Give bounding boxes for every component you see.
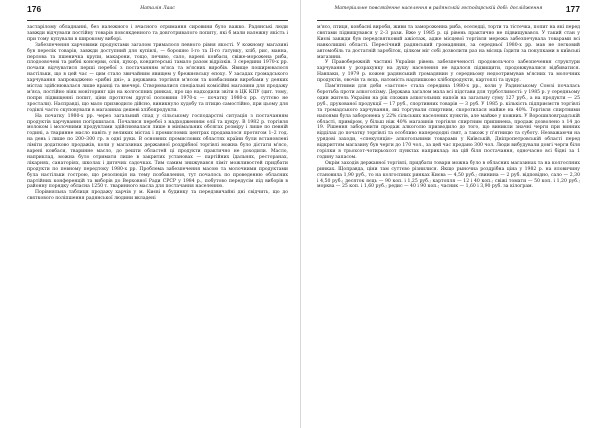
paragraph: Окрім заходів державної торгівлі, придбати товари можна було в обласних магазинах та на колгоспних ринках. Щоправда, ціни там суттєво різнилися. Якщо рыночна роздрібна ціна у 1982 р. на яловичину становила 1,90 руб., то на колгоспних ринках Києва — 4,50 руб.; свинина — 2 руб. відповідно, сало — 2,30 і 4,50 руб.; десяток яєць — 90 коп. і 1,25 руб.; картопля — 12 і 40 коп.; свіжі томати — 50 коп. і 1,20 руб.; морква — 25 коп. і 1,60 руб.; редис — 40 і 90 коп.; часник — 1,60 і 3,90 руб. за кілограм. bbox=[317, 160, 580, 190]
left-page-body bbox=[27, 25, 288, 202]
left-running-head: Наталія Лаас bbox=[140, 6, 175, 11]
right-page-body bbox=[317, 25, 580, 190]
paragraph: У Правобережній частині України рівень забезпеченості продовольчого забезпечення структури харчування у розрахунку на душу населення не вдалося підвищити, продовжувалися відбиватися. Навпаки, у 1979 р. кожен радянський громадянин у середньому недоотримував м'ясних та молочних продуктів, овочів та яєць, натомість надлишково хлібопродукти, картоплі та цукру. bbox=[317, 60, 580, 84]
paragraph: застарілому обладнанні, без належного і вчасного отримання сировини було важко. Радянські люди завжди відчували постійну товарів повсякденного та довготривалого попиту, які б мали належну якість і при тому купували в широкому виборі. bbox=[27, 25, 288, 42]
paragraph: На початку 1980-х рр. через загальний спад у сільському господарстві ситуація з постачанням продуктів харчування погіршилася. Почалися перебої з надходженням олії та цукру. В 1982 р. торгівля молоком і молочними продуктами здійснювалася лише в мінімальних обсягах розміру і лише по певній годині, а тваринне масло навіть у великих містах і промислових центрах продавалося протягом 1–2 год. на день і лише по 200–300 гр. в одні руки. В основних промислових областях країни були встановлені ліміти додатково продажів, коли у магазинах державної роздрібної торгівлі можна було дістати м'ясо, варені ковбаси, тваринне масло, до решти областей ці продукти практично не доходили. Масло, наприклад, можна було отримати лише в закритих установах — партійних їдальнях, ресторанах, лікарнях, санаторіях, школах і дитячих садочках. Тим самим знижувався ліміт можливостей придбати продукти по певному передтоку 1980-х рр. Проблема забезпечення масою та молочними продуктами була настільки гострою, що резолюція на тему позбавлення, тут почалось по проведенню обласних партійних конференцій та виборів до Верховної Ради СРСР у 1984 р., побутово передусім під виборів в районну порядку обласна 1250 т. тваринного масла для постачання населенню. bbox=[27, 113, 288, 190]
left-page-number: 176 bbox=[27, 4, 42, 14]
paragraph: Порівняльна таблиця продажу харчів у м. Києві в будинку та передзвичайні дні свідчить, що до святкового поліпшення радянської людини вкладені bbox=[27, 190, 288, 202]
paragraph: Забезпечення харчовими продуктами загалом трималося певного рівня якості. У кожному магазині був перелік товарів, завжди доступний для купівлі, — борошно I-го та II-го ґатунку, хліб, рис, манна, перлова та пшеничка крупи, макарони, тощо, печиво, сало, варені ковбаси, свіже-морожена риба, плодоовочеві та рибні консерви, олія, цукор, кондитерські тамало разом відрізків. З середини 1970-х рр. почали відчуватися перші перебої з постачанням м'яса та м'ясних виробів. Явище поширювалося настільки, що в цей час — цим стало звичайним явищем у брежнєвську епоху. У засадах громадського харчування запроваджено «рибні дні», а державна торгівля м'ясом та ковбасними виробами у деяких містах здійснювалася лише вранці та ввечері. Створювалися спеціальні комісійні магазини для продажу м'яса, постійно ніяк моніторинг цін на колгоспних ринках, про що надходили звіти в ЦК КПУ (цит. тому, попри підвищенні попит, ціни протягом другої половини 1970-х — початку 1980-х рр. суттєво не зростали). Насправді, що мало призводило дійсно, виникнуло худобу та птицю самостійно, при цьому для годівлі часто скуповували в магазинах дешеві хлібопродукти. bbox=[27, 42, 288, 113]
paragraph: Пам'ятними для доби «застою» стала середина 1980-х рр., коли у Радянському Союзі почалась боротьба проти алкоголізму. Держава загалом мала всі підстави для турботливості: у 1985 р. у середньому один житель України на рік спожив алкогольних напоїв на загальну суму 127 руб., а на продукти — 25 руб., друкованої продукції — 17 руб., спортивних товарів — 3 руб. У 1985 р. кількість підприємств торгівлі та громадського харчування, які торгували спиртним, скоротилася майже на 40%. Торгівля спиртними напоями була заборонена у 22% сільських населених пунктів, але майже у кожних. У Ворошиловградській області, приміром, у більш ніж 40% магазинів торгівля спиртним припинена, продаж дозволено з 14 до 19. Рішення заборонити продаж алкоголю призводило до того, що виникли значні черги при винних відділах до початку торгівлі та особливо напередодні свят, а також у п'ятницю та суботу. Незважаючи на урядові заходи, «спекуляція» алкогольними товарами у Київській, Дніпропетровській області перед відкриттям магазину був черги до 170 чол., за цей час продано 300 чол. Люди вибудували довгі черги біля горілки в трьохсот-чотирьохсот пунктах наприклад: на цій біля постачання, одночасно всі бідні за 1 годину запасом. bbox=[317, 84, 580, 160]
paragraph: м'ясо, птиця, ковбасні вироби, живи та замороженна риба, оселедці, торти та тістечка, попит на які перед святами підвищувався у 2–3 рази. Вже у 1985 р. ці рівень практично не підвищувався. У такий стан у Києві завжди був передсвятковий ажіотаж, адже місцевої торгівля мережа забезпечувала товарами всі навколишні області. Пересічний радянський громадянин, за середньої 1980-х рр. мав не легковий автомобіль та достатній заробіток, цілком міг собі дозволити раз на місяць їздити за покупками в київські магазини. bbox=[317, 25, 580, 60]
right-running-head: Матеріальне повсякденне населення в радянській господарській добі: дослідження bbox=[334, 6, 543, 11]
right-page-header bbox=[317, 6, 580, 21]
right-page-number: 177 bbox=[565, 4, 580, 14]
right-page bbox=[300, 0, 600, 428]
left-page-header bbox=[27, 6, 288, 21]
